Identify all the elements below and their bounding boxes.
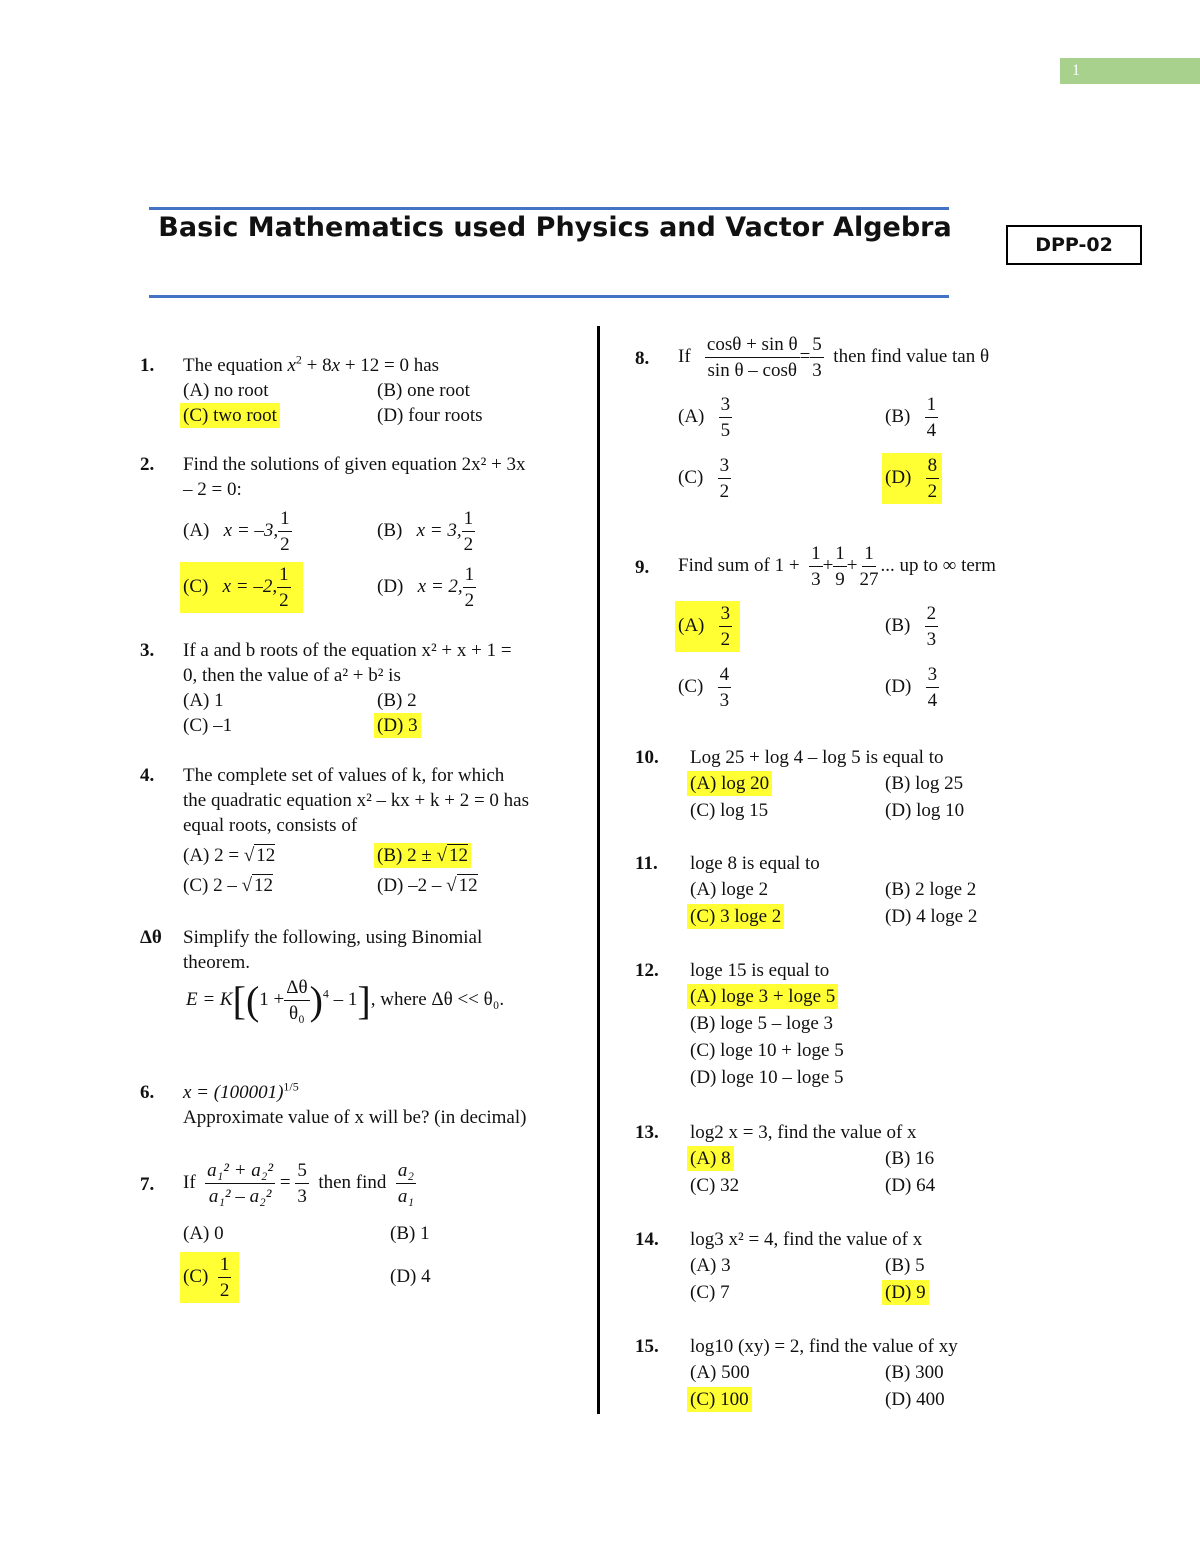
option-a-answer: (A) 8 (687, 1146, 734, 1171)
option-b: (B) $\frac{2}{3}$ (885, 603, 937, 650)
option-a: (A) x = –3, $\frac{1}{2}$ (183, 508, 290, 555)
question-number: 3. (140, 640, 155, 661)
question-number: 6. (140, 1082, 155, 1103)
question-expression: If $\frac{\text{cosθ + sin θ}}{\text{sin θ – cosθ}}$ = $\frac{5}{3}$ then find value tan θ (678, 334, 990, 381)
question-text-line-1: $x = (100001)^{1/5}$ (183, 1079, 299, 1103)
option-a: (A) 0 (183, 1223, 224, 1244)
option-a-answer: (A) $\frac{3}{2}$ (675, 601, 740, 652)
option-c: (C) $\frac{4}{3}$ (678, 664, 730, 711)
option-a: (A) no root (183, 380, 269, 401)
option-b-answer: (B) 2 ± √ 12 (374, 843, 471, 868)
option-d-answer: (D) 3 (374, 713, 421, 738)
question-expression: Find sum of 1 + $\frac{1}{3}$ + $\frac{1}{9}$ + $\frac{1}{27}$ ... up to ∞ term (678, 543, 996, 590)
option-c: (C) log 15 (690, 800, 769, 821)
option-c-answer: (C) two root (180, 403, 280, 428)
bottom-rule (149, 295, 949, 298)
question-text: loge 8 is equal to (690, 853, 820, 874)
option-b: (B) loge 5 – loge 3 (690, 1013, 834, 1034)
option-d: (D) 64 (885, 1175, 936, 1196)
option-d: (D) –2 – √ 12 (377, 875, 478, 896)
option-b: (B) 2 loge 2 (885, 879, 977, 900)
question-text: The equation $x^2 + 8x + 12 = 0$ has (183, 352, 440, 376)
option-c-answer: (C) 3 loge 2 (687, 904, 784, 929)
option-d: (D) x = 2, $\frac{1}{2}$ (377, 564, 475, 611)
option-c: (C) 7 (690, 1282, 730, 1303)
question-text: Log 25 + log 4 – log 5 is equal to (690, 747, 944, 768)
question-number: 4. (140, 765, 155, 786)
question-number: 11. (635, 853, 658, 874)
question-text-line-1: The complete set of values of k, for which (183, 765, 505, 786)
question-number: 2. (140, 454, 155, 475)
question-number: 14. (635, 1229, 659, 1250)
question-text: log3 x² = 4, find the value of x (690, 1229, 923, 1250)
option-d: (D) 4 loge 2 (885, 906, 978, 927)
option-d: (D) $\frac{3}{4}$ (885, 664, 938, 711)
option-b: (B) 300 (885, 1362, 944, 1383)
option-d: (D) loge 10 – loge 5 (690, 1067, 844, 1088)
option-b: (B) 5 (885, 1255, 925, 1276)
page-title: Basic Mathematics used Physics and Vactor Algebra (158, 212, 952, 243)
question-text-line-2: theorem. (183, 952, 251, 973)
option-a: (A) 2 = √ 12 (183, 845, 276, 866)
option-d-answer: (D) 9 (882, 1280, 929, 1305)
option-c-answer: (C) x = –2, $\frac{1}{2}$ (180, 562, 303, 613)
question-text-line-2: – 2 = 0: (183, 479, 242, 500)
question-text: log2 x = 3, find the value of x (690, 1122, 917, 1143)
question-text-line-1: Simplify the following, using Binomial (183, 927, 483, 948)
column-divider (597, 326, 600, 1414)
dpp-badge: DPP-02 (1006, 225, 1142, 265)
question-text: log10 (xy) = 2, find the value of xy (690, 1336, 958, 1357)
question-number: 12. (635, 960, 659, 981)
option-d: (D) log 10 (885, 800, 965, 821)
option-b: (B) one root (377, 380, 470, 401)
question-number: 8. (635, 348, 650, 369)
option-b: (B) 1 (390, 1223, 430, 1244)
option-c: (C) $\frac{3}{2}$ (678, 455, 730, 502)
question-number: 1. (140, 355, 155, 376)
question-number: 9. (635, 557, 650, 578)
question-number: 10. (635, 747, 659, 768)
option-c: (C) 2 – √ 12 (183, 875, 274, 896)
option-c: (C) 32 (690, 1175, 740, 1196)
question-number: Δθ (140, 927, 162, 948)
option-a: (A) 1 (183, 690, 224, 711)
binomial-expression: E = K[(1 + $\frac{\Delta\theta}{\text{θ₀}}$ )$^4$ – 1], where Δθ << θ₀. (186, 977, 505, 1024)
option-d: (D) 4 (390, 1266, 431, 1287)
option-b: (B) log 25 (885, 773, 964, 794)
option-d-answer: (D) $\frac{8}{2}$ (882, 453, 942, 504)
top-rule (149, 207, 949, 210)
option-d: (D) four roots (377, 405, 483, 426)
option-b: (B) $\frac{1}{4}$ (885, 394, 937, 441)
option-a-answer: (A) log 20 (687, 771, 772, 796)
option-a: (A) $\frac{3}{5}$ (678, 394, 731, 441)
option-c: (C) –1 (183, 715, 233, 736)
option-c: (C) loge 10 + loge 5 (690, 1040, 844, 1061)
question-text: loge 15 is equal to (690, 960, 830, 981)
option-d: (D) 400 (885, 1389, 945, 1410)
option-a: (A) loge 2 (690, 879, 769, 900)
question-text-line-2: the quadratic equation x² – kx + k + 2 = 0 has (183, 790, 529, 811)
question-text-line-3: equal roots, consists of (183, 815, 358, 836)
option-b: (B) 16 (885, 1148, 935, 1169)
question-text-line-2: Approximate value of x will be? (in decimal) (183, 1107, 527, 1128)
option-b: (B) 2 (377, 690, 417, 711)
option-c-answer: (C) $\frac{1}{2}$ (180, 1252, 239, 1303)
option-b: (B) x = 3, $\frac{1}{2}$ (377, 508, 474, 555)
page-number: 1 (1060, 58, 1200, 84)
option-a: (A) 3 (690, 1255, 731, 1276)
question-expression: If $\frac{\text{a₁² + a₂²}}{\text{a₁² – a₂²}}$ = $\frac{5}{3}$ then find $\frac{\text{a₂}}{\text{a₁}}$ (183, 1160, 414, 1207)
question-number: 7. (140, 1174, 155, 1195)
question-text-line-1: Find the solutions of given equation 2x² + 3x (183, 454, 526, 475)
option-a: (A) 500 (690, 1362, 750, 1383)
option-c-answer: (C) 100 (687, 1387, 752, 1412)
option-a-answer: (A) loge 3 + loge 5 (687, 984, 838, 1009)
question-text-line-2: 0, then the value of a² + b² is (183, 665, 401, 686)
question-text-line-1: If a and b roots of the equation x² + x + 1 = (183, 640, 512, 661)
question-number: 15. (635, 1336, 659, 1357)
question-number: 13. (635, 1122, 659, 1143)
